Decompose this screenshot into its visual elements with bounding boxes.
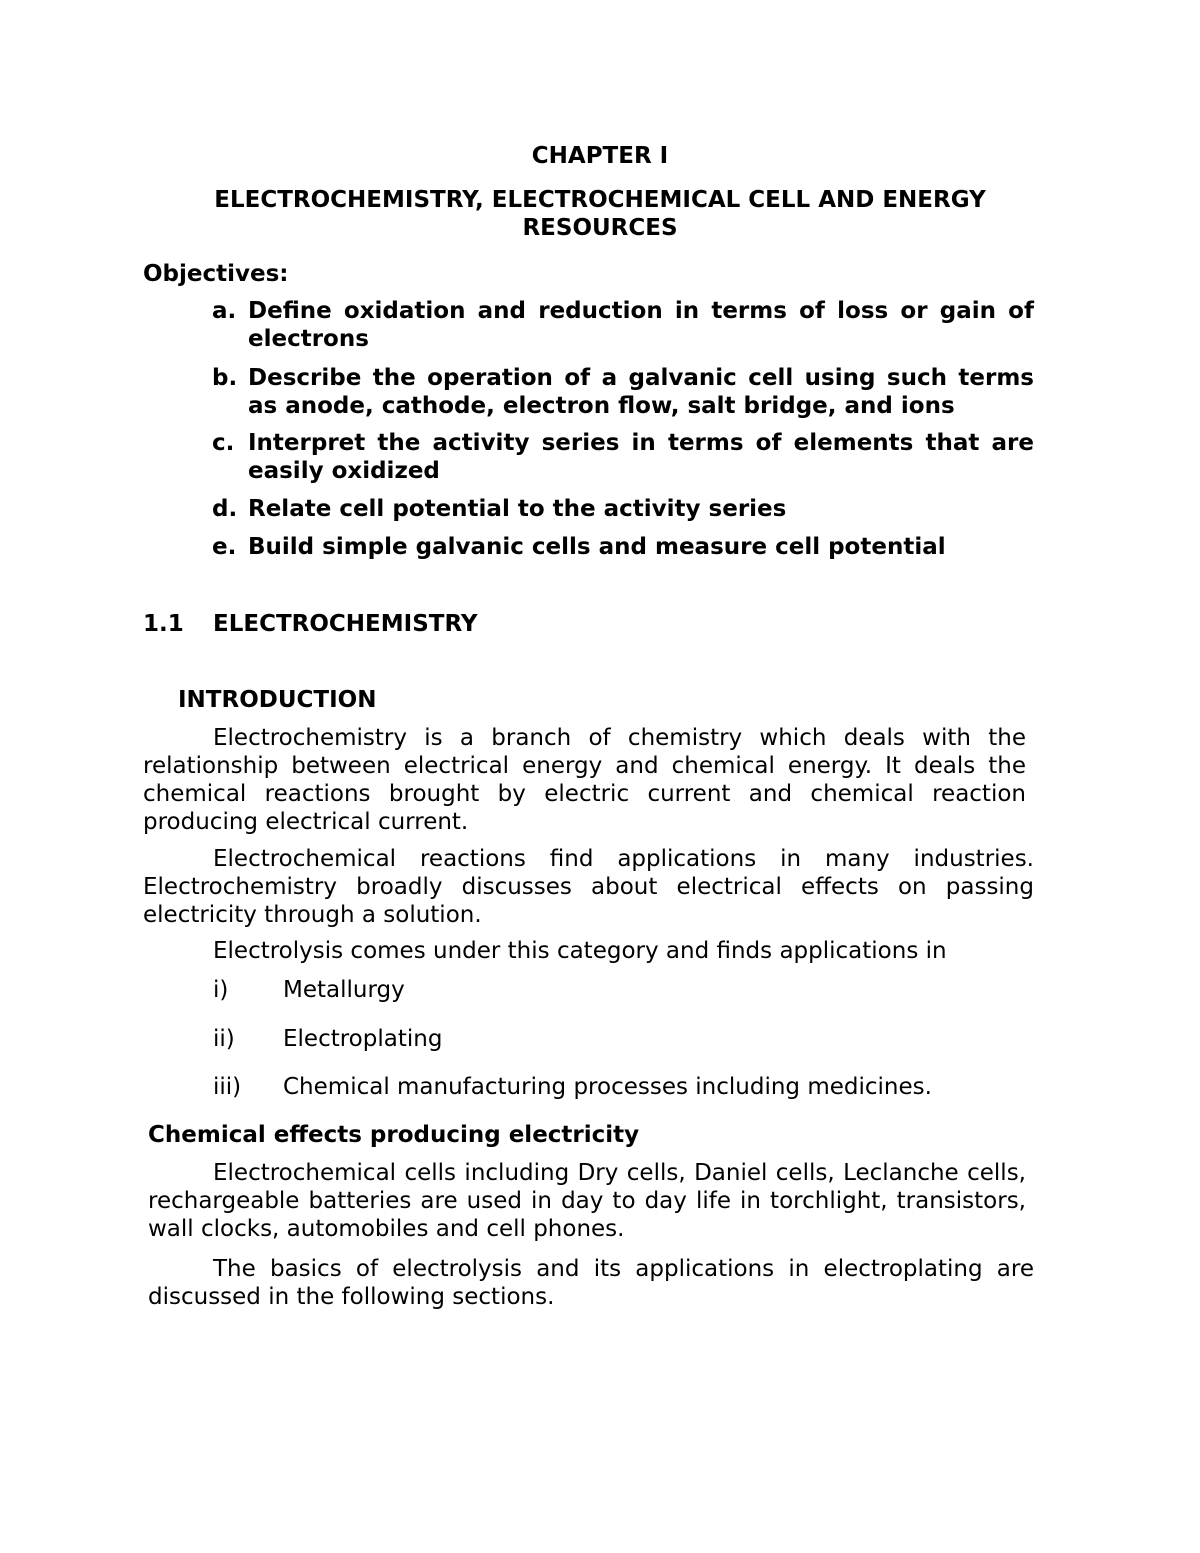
intro-paragraph-1: Electrochemistry is a branch of chemistry which deals with the relationship between electrical energy and chemical energy. It deals the chemical reactions brought by electric current and chemical reaction producing electrical current. [143,725,1026,835]
application-text: Chemical manufacturing processes including medicines. [283,1074,932,1100]
application-item [213,1025,442,1053]
objective-label: e. [212,534,237,560]
objective-label: a. [212,298,237,324]
objective-text: Build simple galvanic cells and measure cell potential [248,534,946,560]
objective-item-a [212,297,1034,353]
application-number: ii) [213,1026,235,1052]
objective-item-b [212,364,1034,420]
chapter-title-line-2: RESOURCES [522,215,678,241]
objective-label: b. [212,365,238,391]
application-text: Electroplating [283,1026,443,1052]
chemical-effects-paragraph-2: The basics of electrolysis and its applications in electroplating are discussed in the following sections. [148,1256,1034,1310]
chemical-effects-heading: Chemical effects producing electricity [148,1122,640,1148]
objective-item-e [212,533,1034,561]
application-item [213,1073,932,1101]
objective-label: d. [212,496,238,522]
objective-text: Describe the operation of a galvanic cell using such terms as anode, cathode, electron flow, salt bridge, and ions [248,365,1034,419]
section-title: ELECTROCHEMISTRY [213,611,478,637]
objective-label: c. [212,430,235,456]
chemical-effects-paragraph-1: Electrochemical cells including Dry cells, Daniel cells, Leclanche cells, rechargeable batteries are used in day to day life in torchlight, transistors, wall clocks, automobiles and cell phones. [148,1160,1026,1242]
introduction-heading: INTRODUCTION [178,687,377,713]
chapter-label: CHAPTER I [531,143,669,169]
application-number: iii) [213,1074,242,1100]
intro-paragraph-2: Electrochemical reactions find applications in many industries. Electrochemistry broadly discusses about electrical effects on passing electricity through a solution. [143,846,1034,928]
objective-text: Interpret the activity series in terms of elements that are easily oxidized [248,430,1034,484]
intro-paragraph-3: Electrolysis comes under this category and finds applications in [213,938,947,964]
objective-item-d [212,495,1034,523]
application-number: i) [213,977,229,1003]
objectives-heading: Objectives: [143,261,289,287]
application-text: Metallurgy [283,977,405,1003]
objective-text: Define oxidation and reduction in terms of loss or gain of electrons [248,298,1034,352]
section-number: 1.1 [143,611,184,637]
objective-item-c [212,429,1034,485]
objective-text: Relate cell potential to the activity series [248,496,787,522]
chapter-title-line-1: ELECTROCHEMISTRY, ELECTROCHEMICAL CELL AND ENERGY [214,187,986,213]
application-item [213,976,405,1004]
